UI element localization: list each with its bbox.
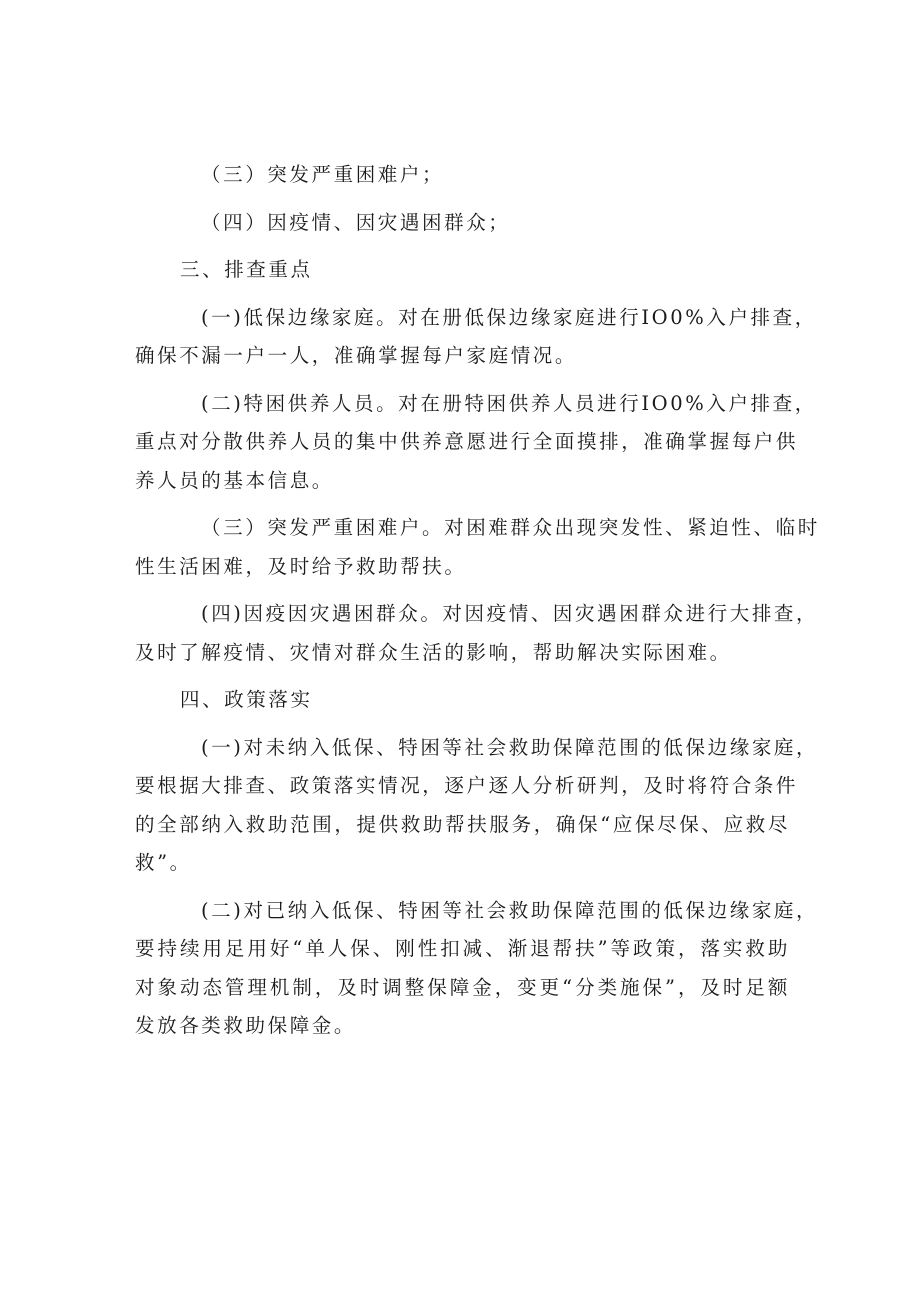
paragraph-policy-not-covered [135, 729, 819, 883]
paragraph-line: （四）因疫情、因灾遇困群众； [201, 210, 511, 234]
paragraph-line: 养人员的基本信息。 [135, 468, 334, 492]
paragraph-epidemic-disaster [135, 595, 819, 672]
paragraph-policy-covered [135, 892, 819, 1046]
paragraph-line: 救”。 [135, 851, 192, 874]
paragraph-line: （三）突发严重困难户； [201, 163, 445, 186]
paragraph-line: (二)对已纳入低保、特困等社会救助保障范围的低保边缘家庭， [201, 898, 819, 922]
section-heading-4 [135, 681, 790, 720]
paragraph-line: 重点对分散供养人员的集中供养意愿进行全面摸排，准确掌握每户供 [135, 430, 799, 453]
paragraph-sudden-hardship [135, 509, 820, 586]
paragraph-line: 性生活困难，及时给予救助帮扶。 [135, 554, 467, 578]
paragraph-item-4 [135, 204, 790, 243]
paragraph-line: 要持续用足用好“单人保、刚性扣减、渐退帮扶”等政策，落实救助 [135, 937, 790, 960]
document-body [135, 156, 820, 1046]
paragraph-line: (四)因疫因灾遇困群众。对因疫情、因灾遇困群众进行大排查， [201, 602, 819, 625]
paragraph-line: (一)低保边缘家庭。对在册低保边缘家庭进行IO0%入户排查， [201, 305, 817, 329]
paragraph-line: 确保不漏一户一人，准确掌握每户家庭情况。 [135, 344, 578, 367]
paragraph-special-hardship [135, 385, 817, 501]
heading-line: 三、排查重点 [180, 258, 313, 281]
paragraph-line: (二)特困供养人员。对在册特困供养人员进行IO0%入户排查， [201, 391, 817, 415]
paragraph-low-income-edge [135, 299, 817, 376]
heading-line: 四、政策落实 [180, 688, 313, 711]
paragraph-line: 对象动态管理机制，及时调整保障金，变更“分类施保”，及时足额 [135, 975, 790, 999]
paragraph-item-3 [135, 156, 790, 195]
paragraph-line: 发放各类救助保障金。 [135, 1014, 357, 1037]
paragraph-line: (一)对未纳入低保、特困等社会救助保障范围的低保边缘家庭， [201, 735, 819, 759]
paragraph-line: 的全部纳入救助范围，提供救助帮扶服务，确保“应保尽保、应救尽 [135, 812, 790, 836]
paragraph-line: 要根据大排查、政策落实情况，逐户逐人分析研判，及时将符合条件 [135, 774, 799, 797]
paragraph-line: 及时了解疫情、灾情对群众生活的影响，帮助解决实际困难。 [135, 640, 732, 664]
section-heading-3 [135, 251, 790, 290]
paragraph-line: （三）突发严重困难户。对困难群众出现突发性、紧迫性、临时 [201, 516, 820, 539]
